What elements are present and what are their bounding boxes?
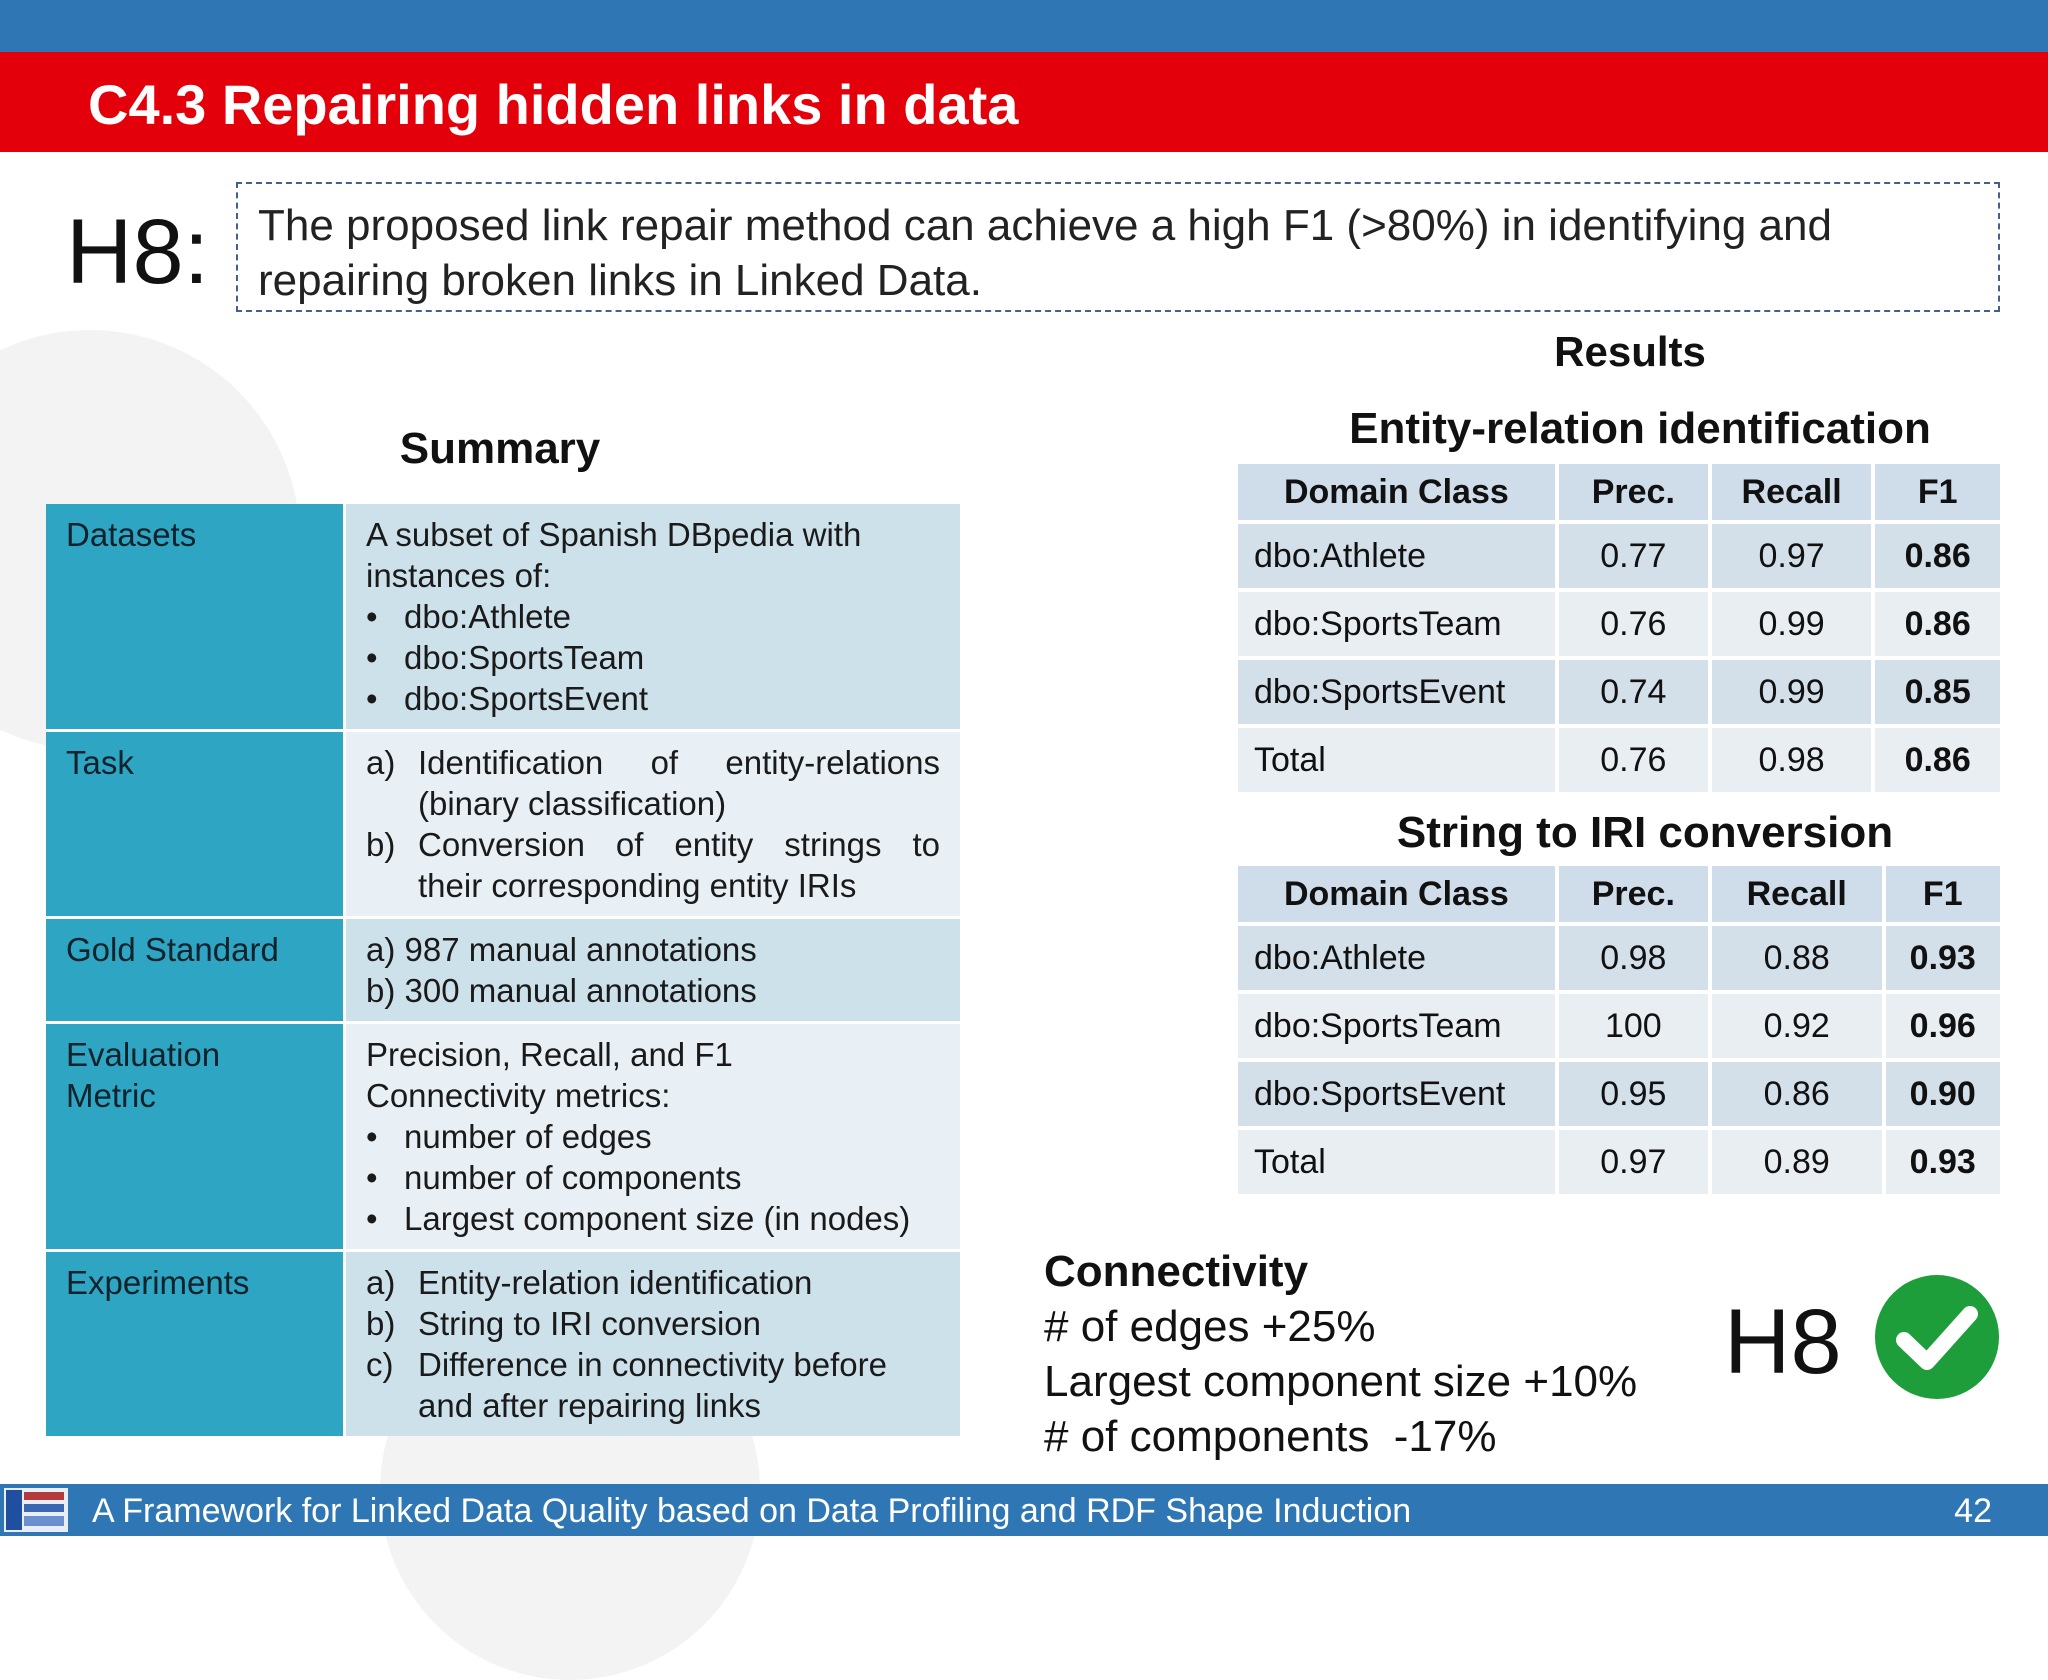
footer-bar (0, 1484, 2048, 1536)
column-header: Recall (1712, 866, 1882, 922)
table-cell: dbo:SportsTeam (1238, 994, 1555, 1058)
summary-value: Precision, Recall, and F1 Connectivity metrics: • number of edges • number of components • Largest component size (in nodes) (346, 1024, 960, 1249)
table-cell: 100 (1559, 994, 1708, 1058)
table-cell: 0.85 (1875, 660, 2000, 724)
check-circle-bg (1875, 1275, 1999, 1399)
datasets-intro: A subset of Spanish DBpedia with instances of: (366, 516, 862, 594)
summary-label: Evaluation Metric (46, 1024, 346, 1249)
table-cell: 0.98 (1712, 728, 1871, 792)
table-cell: 0.74 (1559, 660, 1708, 724)
table-cell: dbo:SportsTeam (1238, 592, 1555, 656)
column-header: Domain Class (1238, 464, 1555, 520)
table-cell: 0.92 (1712, 994, 1882, 1058)
table-cell: 0.89 (1712, 1130, 1882, 1194)
list-item: b) String to IRI conversion (366, 1305, 761, 1342)
column-header: Recall (1712, 464, 1871, 520)
column-header: F1 (1886, 866, 2000, 922)
table-cell: 0.77 (1559, 524, 1708, 588)
list-item: c) Difference in connectivity before and after repairing links (366, 1346, 887, 1424)
table-cell: 0.98 (1559, 926, 1708, 990)
summary-row-gold-standard (46, 919, 960, 1024)
hypothesis-label: H8: (66, 201, 210, 303)
summary-value (346, 1252, 960, 1436)
slide-title: C4.3 Repairing hidden links in data (88, 73, 1019, 136)
column-header: Prec. (1559, 464, 1708, 520)
top-band (0, 0, 2048, 52)
title-bar (0, 52, 2048, 152)
page-number: 42 (1954, 1492, 1992, 1530)
table-cell: Total (1238, 728, 1555, 792)
table-cell: 0.99 (1712, 592, 1871, 656)
institution-logo-icon (4, 1488, 68, 1532)
summary-title: Summary (399, 424, 601, 473)
column-header: Domain Class (1238, 866, 1555, 922)
connectivity-line: Largest component size +10% (1044, 1357, 1638, 1406)
list-item: • dbo:Athlete (366, 598, 571, 635)
summary-row-datasets (46, 504, 960, 732)
list-item: • number of edges (366, 1118, 652, 1155)
entity-relation-table (1234, 460, 2004, 796)
table-cell: 0.88 (1712, 926, 1882, 990)
list-item: • dbo:SportsEvent (366, 680, 648, 717)
table-header-row (1238, 866, 2000, 922)
table-cell: 0.86 (1875, 524, 2000, 588)
summary-value: a) 987 manual annotations b) 300 manual annotations (346, 919, 960, 1021)
results-title: Results (1554, 328, 1706, 375)
list-item: • dbo:SportsTeam (366, 639, 645, 676)
summary-row-task (46, 732, 960, 919)
table-header-row (1238, 464, 2000, 520)
hypothesis-text: The proposed link repair method can achieve a high F1 (>80%) in identifying and repairing broken links in Linked Data. (258, 201, 1832, 305)
summary-label: Task (46, 732, 346, 916)
table-cell: 0.97 (1712, 524, 1871, 588)
connectivity-title: Connectivity (1044, 1247, 1309, 1296)
summary-label: Datasets (46, 504, 346, 729)
verdict-label: H8 (1724, 1291, 1842, 1393)
summary-row-evaluation-metric (46, 1024, 960, 1252)
table-cell: 0.86 (1875, 592, 2000, 656)
table-cell: 0.99 (1712, 660, 1871, 724)
list-item: a) Identification of entity-relations (binary classification) (366, 744, 940, 822)
table-cell: dbo:SportsEvent (1238, 660, 1555, 724)
table-cell: 0.93 (1886, 1130, 2000, 1194)
table-cell: 0.86 (1712, 1062, 1882, 1126)
string-iri-table (1234, 862, 2004, 1198)
footer-text: A Framework for Linked Data Quality based on Data Profiling and RDF Shape Induction (92, 1492, 1412, 1530)
connectivity-line: # of edges +25% (1044, 1302, 1376, 1351)
list-item: b) Conversion of entity strings to their corresponding entity IRIs (366, 826, 940, 904)
summary-value (346, 732, 960, 916)
table-cell: dbo:Athlete (1238, 926, 1555, 990)
table-cell: 0.76 (1559, 728, 1708, 792)
table-cell: 0.93 (1886, 926, 2000, 990)
table-row (1238, 592, 2000, 656)
table-row (1238, 728, 2000, 792)
table-row (1238, 1130, 2000, 1194)
table-cell: 0.95 (1559, 1062, 1708, 1126)
check-circle-icon (1872, 1272, 2002, 1402)
table-cell: 0.90 (1886, 1062, 2000, 1126)
summary-row-experiments (46, 1252, 960, 1436)
connectivity-line: # of components -17% (1044, 1412, 1497, 1461)
list-item: • Largest component size (in nodes) (366, 1200, 911, 1237)
table-row (1238, 994, 2000, 1058)
table-cell: 0.96 (1886, 994, 2000, 1058)
hypothesis-box (236, 182, 2000, 312)
column-header: Prec. (1559, 866, 1708, 922)
summary-label: Gold Standard (46, 919, 346, 1021)
table-cell: 0.97 (1559, 1130, 1708, 1194)
summary-label: Experiments (46, 1252, 346, 1436)
string-iri-title: String to IRI conversion (1396, 808, 1894, 857)
connectivity-block (1044, 1244, 1637, 1464)
table-cell: 0.76 (1559, 592, 1708, 656)
table-row (1238, 1062, 2000, 1126)
table-row (1238, 926, 2000, 990)
table-cell: 0.86 (1875, 728, 2000, 792)
table-row (1238, 660, 2000, 724)
summary-value (346, 504, 960, 729)
list-item: • number of components (366, 1159, 742, 1196)
table-cell: dbo:SportsEvent (1238, 1062, 1555, 1126)
table-row (1238, 524, 2000, 588)
list-item: a) Entity-relation identification (366, 1264, 813, 1301)
column-header: F1 (1875, 464, 2000, 520)
summary-table (46, 504, 960, 1436)
entity-relation-title: Entity-relation identification (1349, 404, 1931, 453)
table-cell: Total (1238, 1130, 1555, 1194)
table-cell: dbo:Athlete (1238, 524, 1555, 588)
